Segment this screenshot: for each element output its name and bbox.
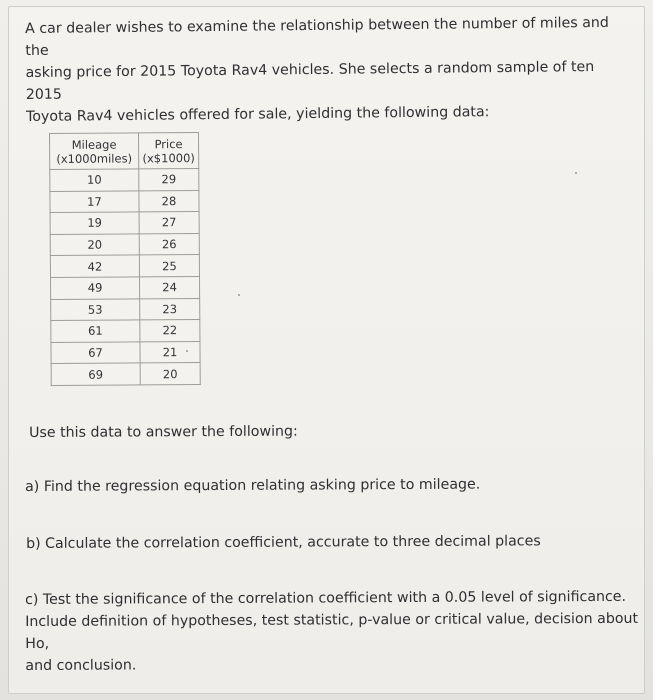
price-cell: 29	[139, 168, 199, 190]
table-row	[50, 212, 199, 235]
paper-speck	[238, 294, 240, 296]
mileage-cell: 61	[51, 320, 140, 342]
intro-line-3: Toyota Rav4 vehicles offered for sale, yielding the following data:	[25, 104, 490, 125]
paper-speck	[575, 172, 577, 174]
price-cell: 28	[139, 190, 199, 212]
price-cell: 21	[140, 341, 200, 363]
table-header-row	[50, 132, 199, 169]
table-row	[50, 255, 199, 278]
price-cell: 20	[140, 363, 200, 385]
price-cell: 22	[140, 320, 200, 342]
intro-line-1: A car dealer wishes to examine the relationship between the number of miles and the	[25, 14, 609, 59]
questions-prompt: Use this data to answer the following:	[29, 423, 298, 441]
question-c-line-2: Include definition of hypotheses, test statistic, p-value or critical value, decision about Ho,	[25, 610, 639, 652]
paper-speck	[186, 350, 188, 352]
mileage-cell: 17	[50, 190, 139, 212]
question-a: a) Find the regression equation relating asking price to mileage.	[25, 476, 481, 495]
price-cell: 25	[139, 255, 199, 277]
question-b: b) Calculate the correlation coefficient, accurate to three decimal places	[26, 533, 541, 552]
mileage-cell: 53	[51, 298, 140, 320]
table-row	[50, 233, 199, 256]
mileage-cell: 20	[50, 234, 139, 256]
table-row	[50, 190, 199, 213]
mileage-cell: 10	[50, 169, 139, 191]
price-cell: 23	[140, 298, 200, 320]
mileage-cell: 49	[51, 277, 140, 299]
table-row	[51, 363, 200, 386]
price-cell: 26	[139, 233, 199, 255]
mileage-header: Mileage (x1000miles)	[50, 133, 139, 170]
mileage-cell: 69	[51, 363, 140, 385]
question-c	[25, 586, 640, 677]
mileage-cell: 19	[50, 212, 139, 234]
table-row	[51, 298, 200, 321]
question-c-line-1: c) Test the significance of the correlation coefficient with a 0.05 level of significance.	[25, 588, 627, 608]
intro-line-2: asking price for 2015 Toyota Rav4 vehicles. She selects a random sample of ten 2015	[25, 59, 595, 103]
mileage-cell: 67	[51, 342, 140, 364]
table-row	[50, 168, 199, 191]
price-cell: 27	[139, 212, 199, 234]
table-row	[51, 276, 200, 299]
table-row	[51, 341, 200, 364]
price-header: Price (x$1000)	[139, 132, 199, 168]
mileage-price-table	[49, 132, 201, 386]
mileage-cell: 42	[50, 255, 139, 277]
question-c-line-3: and conclusion.	[25, 657, 137, 674]
problem-intro	[25, 12, 616, 128]
table-row	[51, 320, 200, 343]
price-cell: 24	[140, 276, 200, 298]
